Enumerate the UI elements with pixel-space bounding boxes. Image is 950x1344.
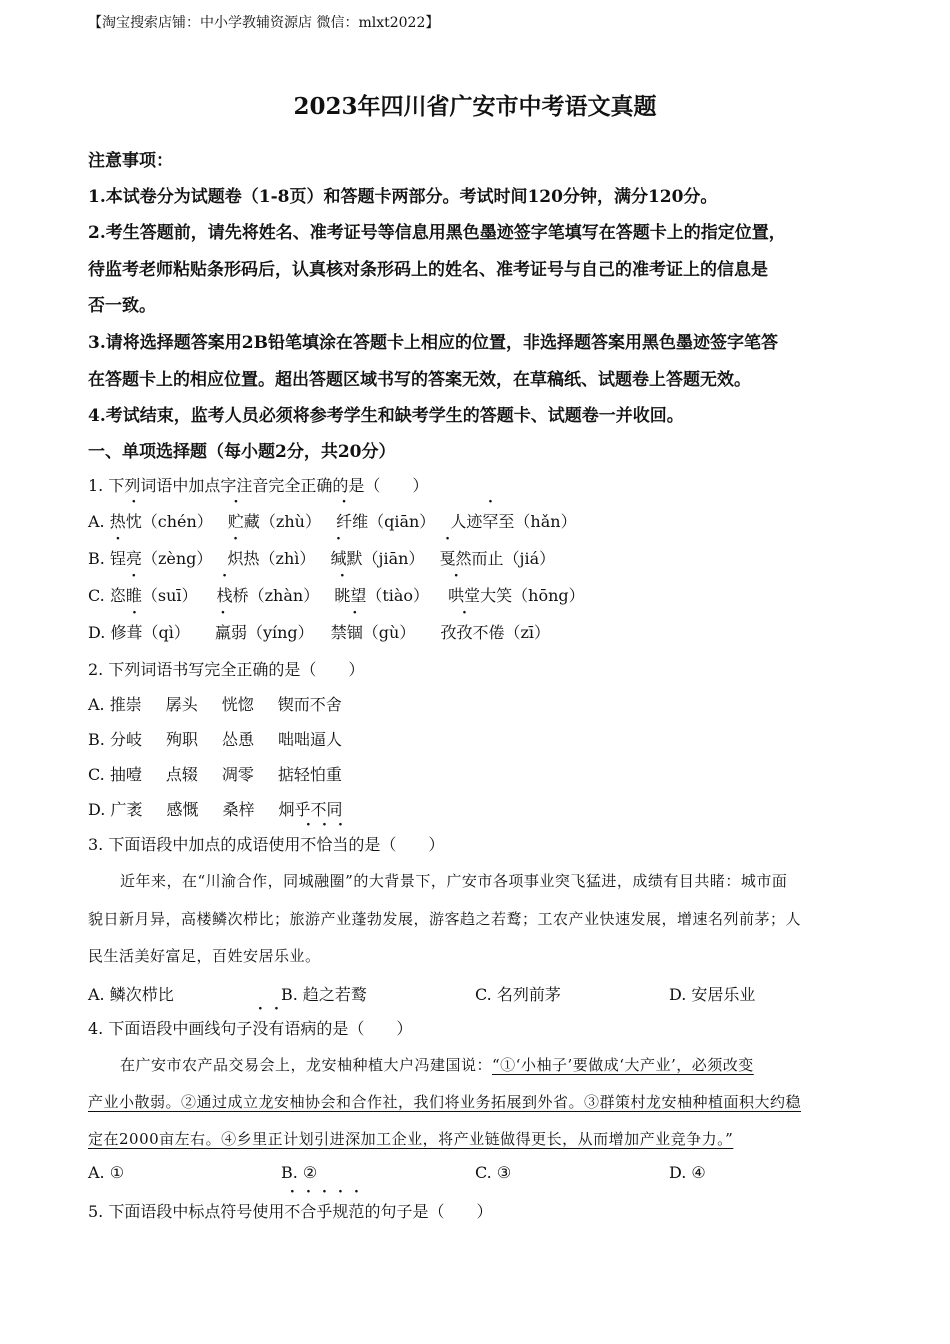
question-1-stem: 1. 下列词语中加点字注音完全正确的是（ ）	[88, 476, 429, 495]
question-3-paragraph: 貌日新月异，高楼鳞次栉比；旅游产业蓬勃发展，游客趋之若鹜；工农产业快速发展，增速名列前茅；人	[88, 910, 802, 928]
emphasis-char: 没	[252, 1019, 269, 1038]
notice-line: 1.本试卷分为试题卷（1-8页）和答题卡两部分。考试时间120分钟，满分120分。	[88, 187, 718, 207]
page-title: 2023年四川省广安市中考语文真题	[293, 93, 657, 120]
question-2-option-a: A. 推崇 孱头 恍惚 锲而不舍	[88, 695, 342, 714]
emphasis-char: 不	[300, 835, 317, 854]
notice-line: 待监考老师粘贴条形码后，认真核对条形码上的姓名、准考证号与自己的准考证上的信息是	[88, 260, 768, 280]
question-4-paragraph: 产业小散弱。②通过成立龙安柚协会和合作社，我们将业务拓展到外省。③群策村龙安柚种植面积大约稳	[88, 1093, 802, 1111]
section-heading: 一、单项选择题（每小题2分，共20分）	[88, 442, 396, 462]
emphasis-char: 有	[268, 1019, 285, 1038]
emphasis-text	[252, 1019, 284, 1038]
question-2-option-d: D. 广袤 感慨 桑梓 炯乎不同	[88, 800, 343, 819]
notice-line: 否一致。	[88, 296, 156, 316]
emphasis-char: 当	[332, 835, 349, 854]
question-4-paragraph: 定在2000亩左右。④乡里正计划引进深加工企业，将产业链做得更长，从而增加产业竞争力。”	[88, 1130, 734, 1148]
emphasis-char: 范	[348, 1202, 365, 1221]
store-header: 【淘宝搜索店铺：中小学教辅资源店 微信：mlxt2022】	[88, 15, 440, 31]
emphasis-char: 合	[300, 1202, 317, 1221]
question-4-option-b: B. ②	[281, 1163, 318, 1182]
question-1-option-a: A. 热忱（chén） 贮藏（zhù） 纤维（qiān） 人迹罕至（hǎn）	[88, 512, 577, 531]
question-1-option-d: D. 修葺（qì） 羸弱（yíng） 禁锢（gù） 孜孜不倦（zī）	[88, 623, 551, 642]
question-2-option-b: B. 分岐 殉职 怂恿 咄咄逼人	[88, 730, 342, 749]
question-3-option-d: D. 安居乐业	[669, 985, 756, 1004]
question-1-option-b: B. 锃亮（zèng） 炽热（zhì） 缄默（jiān） 戛然而止（jiá）	[88, 549, 556, 568]
question-2-stem: 2. 下列词语书写完全正确的是（ ）	[88, 660, 365, 679]
notice-line: 在答题卡上的相应位置。超出答题区域书写的答案无效，在草稿纸、试题卷上答题无效。	[88, 370, 751, 390]
notice-line: 4.考试结束，监考人员必须将参考学生和缺考学生的答题卡、试题卷一并收回。	[88, 406, 684, 426]
question-4-option-d: D. ④	[669, 1163, 706, 1182]
emphasis-char: 规	[332, 1202, 349, 1221]
question-4-stem: 4. 下面语段中画线句子没有语病的是（ ）	[88, 1016, 412, 1039]
question-3-paragraph: 近年来，在“川渝合作，同城融圈”的大背景下，广安市各项事业突飞猛进，成绩有目共睹：城市面	[120, 872, 788, 890]
emphasis-char: 恰	[316, 835, 333, 854]
question-1-option-c: C. 恣睢（suī） 栈桥（zhàn） 眺望（tiào） 哄堂大笑（hōng）	[88, 586, 585, 605]
question-3-paragraph: 民生活美好富足，百姓安居乐业。	[88, 947, 321, 965]
question-4-option-c: C. ③	[475, 1163, 512, 1182]
notice-line: 3.请将选择题答案用2B铅笔填涂在答题卡上相应的位置，非选择题答案用黑色墨迹签字笔答	[88, 333, 778, 353]
question-5-stem: 5. 下面语段中标点符号使用不合乎规范的句子是（ ）	[88, 1199, 492, 1222]
notice-line: 2.考生答题前，请先将姓名、准考证号等信息用黑色墨迹签字笔填写在答题卡上的指定位置，	[88, 223, 786, 243]
question-3-option-b: B. 趋之若鹜	[281, 985, 367, 1004]
question-3-stem: 3. 下面语段中加点的成语使用不恰当的是（ ）	[88, 832, 444, 855]
emphasis-char: 乎	[316, 1202, 333, 1221]
notice-heading: 注意事项：	[88, 151, 173, 171]
question-2-option-c: C. 抽噎 点辍 凋零 掂轻怕重	[88, 765, 342, 784]
question-4-option-a: A. ①	[88, 1163, 125, 1182]
question-4-paragraph: 在广安市农产品交易会上，龙安柚种植大户冯建国说：“①‘小柚子’要做成‘大产业’，必须改变	[120, 1056, 754, 1074]
emphasis-text	[284, 1202, 364, 1221]
question-3-option-a: A. 鳞次栉比	[88, 985, 174, 1004]
emphasis-char: 不	[284, 1202, 301, 1221]
emphasis-text	[300, 835, 348, 854]
question-3-option-c: C. 名列前茅	[475, 985, 561, 1004]
